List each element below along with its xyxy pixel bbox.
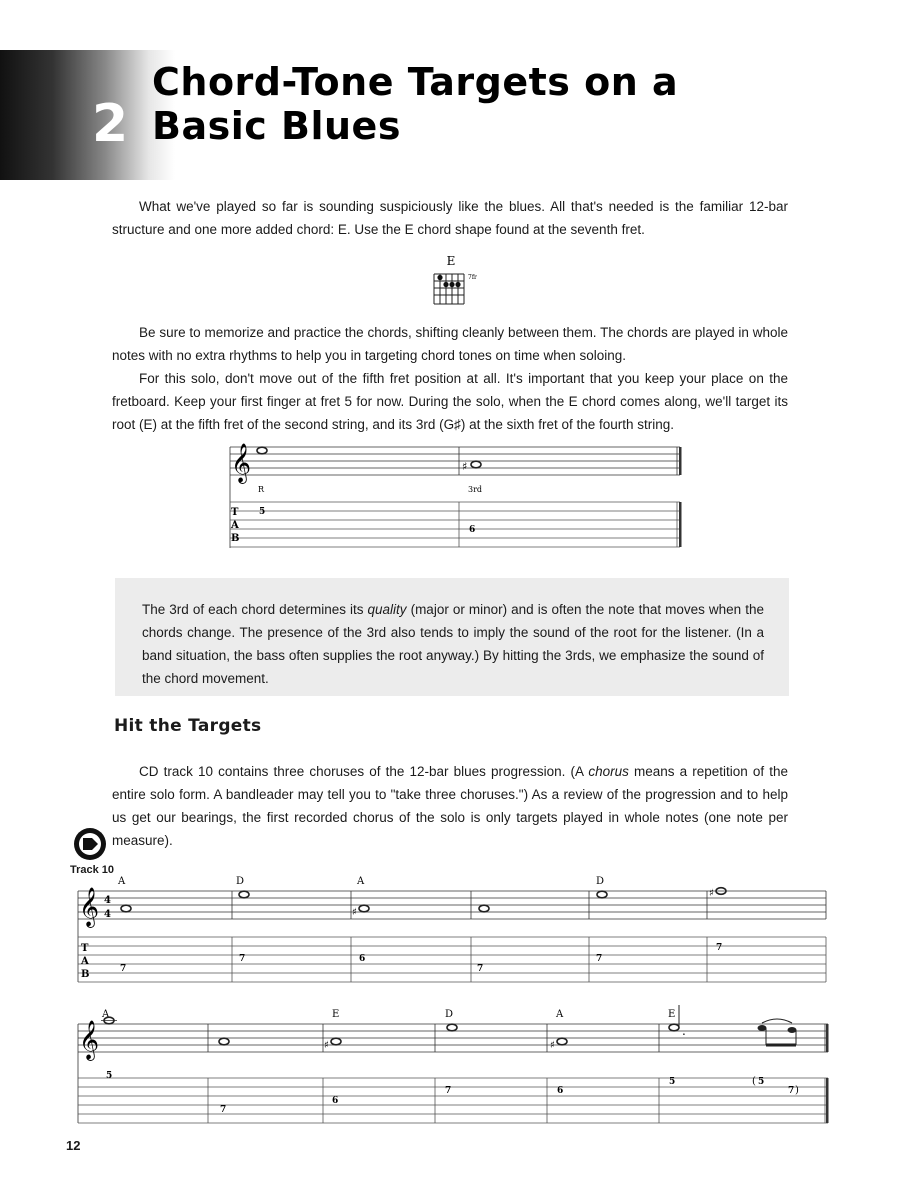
section-emphasis: chorus bbox=[588, 764, 629, 779]
tab-letter-a: A bbox=[81, 956, 89, 967]
callout-emphasis: quality bbox=[367, 602, 407, 617]
chord-symbol: D bbox=[236, 876, 245, 887]
example-1-notation bbox=[228, 440, 684, 552]
chord-symbol: D bbox=[596, 876, 605, 887]
tab-fret: 7 bbox=[477, 964, 484, 974]
whole-note bbox=[257, 447, 267, 454]
chord-symbol: A bbox=[357, 876, 365, 887]
whole-note bbox=[471, 461, 481, 468]
whole-note bbox=[331, 1038, 341, 1045]
tab-fret: 5 bbox=[669, 1077, 676, 1087]
callout-box bbox=[115, 578, 789, 696]
section-heading: Hit the Targets bbox=[114, 716, 262, 736]
callout-text bbox=[142, 598, 764, 690]
page-number: 12 bbox=[66, 1138, 81, 1153]
chapter-title: Chord-Tone Targets on a Basic Blues bbox=[152, 60, 679, 148]
tab-letter-b: B bbox=[231, 533, 240, 544]
practice-paragraph-1: Be sure to memorize and practice the chords, shifting cleanly between them. The chords are played in whole notes with no extra rhythms to help you in targeting chord tones on time when soloing. bbox=[112, 325, 788, 363]
chord-symbol: A bbox=[556, 1009, 564, 1020]
section-body bbox=[112, 760, 788, 852]
section-text-part: CD track 10 contains three choruses of the 12-bar blues progression. (A bbox=[139, 764, 589, 779]
tab-letter-t: T bbox=[81, 943, 89, 954]
sharp-icon: ♯ bbox=[709, 888, 714, 899]
tab-fret: 5 bbox=[758, 1077, 765, 1087]
eighth-note bbox=[758, 1025, 767, 1031]
sharp-icon: ♯ bbox=[550, 1040, 555, 1051]
tab-letter-a: A bbox=[231, 520, 239, 531]
tab-fret: 6 bbox=[557, 1086, 564, 1096]
chapter-number: 2 bbox=[92, 94, 129, 154]
tab-fret: 7 bbox=[120, 964, 127, 974]
system-2-tab-staff bbox=[78, 1078, 828, 1123]
tab-fret: 7 bbox=[788, 1086, 795, 1096]
system-2-staff bbox=[78, 1024, 828, 1123]
tab-fret: 7 bbox=[445, 1086, 452, 1096]
sharp-icon: ♯ bbox=[324, 1040, 329, 1051]
treble-clef-icon: 𝄞 bbox=[79, 887, 100, 927]
eighth-note bbox=[788, 1027, 797, 1033]
tab-fret: 7 bbox=[596, 954, 603, 964]
section-text-part: means a repetition of the entire solo form. A bandleader may tell you to "take three choruses.") As a review of the progression and to help us get our bearings, the first recorded chorus of the solo is only targets played in whole notes (one note per measure). bbox=[112, 764, 788, 848]
intro-paragraph: What we've played so far is sounding suspiciously like the blues. All that's needed is the familiar 12-bar structure and one more added chord: E. Use the E chord shape found at the seventh fret. bbox=[112, 199, 788, 237]
whole-note bbox=[359, 905, 369, 912]
callout-text-part: (major or minor) and is often the note that moves when the chords change. The presence of the 3rd also tends to imply the sound of the root for the listener. (In a band situation, the bass often supplies the root anyway.) By hitting the 3rds, we emphasize the sound of the chord movement. bbox=[142, 602, 764, 686]
whole-note bbox=[557, 1038, 567, 1045]
tab-fret: 7 bbox=[716, 943, 723, 953]
chord-symbol: D bbox=[445, 1009, 454, 1020]
callout-text-part: The 3rd of each chord determines its bbox=[142, 602, 368, 617]
tab-paren-close: ) bbox=[795, 1085, 799, 1096]
whole-note bbox=[219, 1038, 229, 1045]
chapter-header-band bbox=[0, 50, 175, 180]
half-note bbox=[669, 1024, 679, 1031]
intro-section bbox=[112, 195, 788, 241]
tab-fret: 6 bbox=[469, 525, 476, 535]
tab-fret: 5 bbox=[106, 1071, 113, 1081]
chord-symbol: A bbox=[102, 1009, 110, 1020]
track-label: Track 10 bbox=[70, 864, 115, 876]
example-1-tab-staff bbox=[230, 502, 680, 547]
section-paragraph bbox=[112, 760, 788, 852]
whole-note bbox=[239, 891, 249, 898]
tab-fret: 7 bbox=[239, 954, 246, 964]
chord-diagram-name: E bbox=[446, 254, 456, 268]
example-1-label-2: 3rd bbox=[468, 485, 483, 494]
sharp-icon: ♯ bbox=[352, 907, 357, 918]
system-1-tab-staff bbox=[78, 937, 826, 982]
practice-paragraph-2: For this solo, don't move out of the fifth fret position at all. It's important that you keep your place on the fretboard. Keep your first finger at fret 5 for now. During the solo, when the E chord comes along, we'll target its root (E) at the fifth fret of the second string, and its 3rd (G♯) at the sixth fret of the fourth string. bbox=[112, 371, 788, 432]
time-signature-top: 4 bbox=[104, 895, 111, 906]
treble-clef-icon: 𝄞 bbox=[231, 443, 252, 483]
e-chord-diagram bbox=[420, 252, 490, 312]
example-1-label-1: R bbox=[258, 485, 265, 494]
music-system-1 bbox=[76, 870, 832, 988]
whole-note bbox=[597, 891, 607, 898]
tab-fret: 6 bbox=[332, 1096, 339, 1106]
whole-note bbox=[479, 905, 489, 912]
whole-note bbox=[447, 1024, 457, 1031]
tab-fret: 7 bbox=[220, 1105, 227, 1115]
tab-fret: 6 bbox=[359, 954, 366, 964]
system-1-staff bbox=[78, 891, 826, 982]
time-signature-bottom: 4 bbox=[104, 909, 111, 920]
chord-symbol: A bbox=[118, 876, 126, 887]
dot-icon: . bbox=[682, 1024, 686, 1038]
chord-diagram-fret-label: 7fr bbox=[468, 274, 477, 281]
chord-symbol: E bbox=[332, 1009, 340, 1020]
chord-symbol: E bbox=[668, 1009, 676, 1020]
treble-clef-icon: 𝄞 bbox=[79, 1020, 100, 1060]
practice-section bbox=[112, 321, 788, 436]
tab-paren-open: ( bbox=[752, 1076, 756, 1087]
example-1-staff bbox=[230, 447, 680, 548]
tab-letter-b: B bbox=[81, 969, 90, 980]
tab-letter-t: T bbox=[231, 507, 239, 518]
music-system-2 bbox=[76, 1003, 832, 1125]
sharp-icon: ♯ bbox=[462, 460, 468, 473]
whole-note bbox=[121, 905, 131, 912]
tab-fret: 5 bbox=[259, 507, 266, 517]
